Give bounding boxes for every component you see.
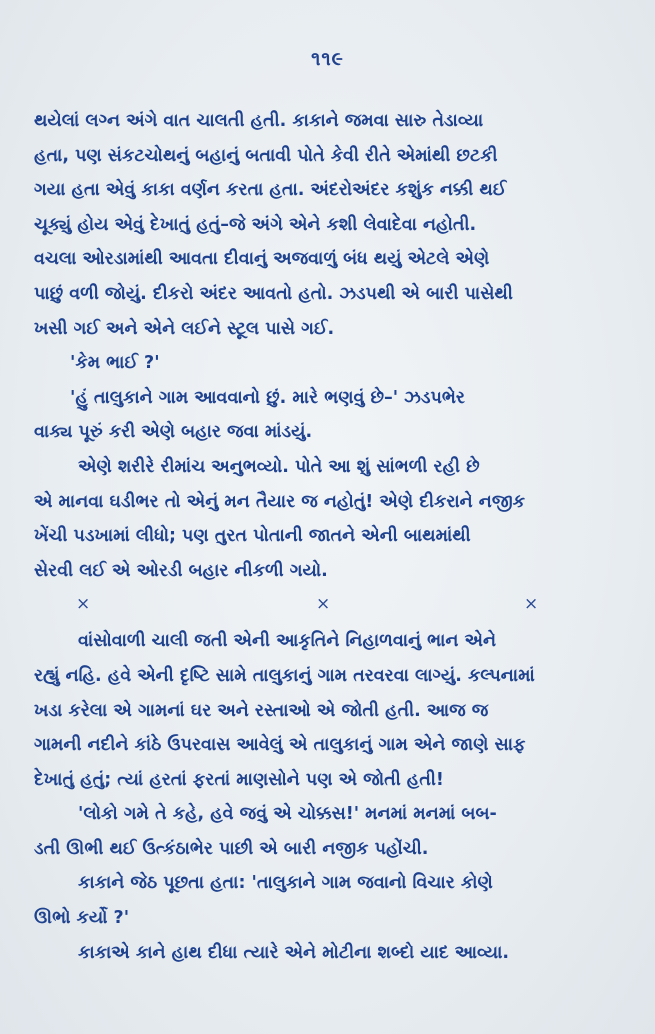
text-line: વચલા ઓરડામાંથી આવતા દીવાનું અજવાળું બંધ થયું એટલે એણે <box>34 249 490 270</box>
paragraph-4 <box>34 624 628 797</box>
text-line: પાછું વળી જોયું. દીકરો અંદર આવતો હતો. ઝડપથી એ બારી પાસેથી <box>34 283 513 304</box>
text-line: કાકાએ કાને હાથ દીધા ત્યારે એને મોટીના શબ્દો યાદ આવ્યા. <box>78 942 510 963</box>
text-line: 'હું તાલુકાને ગામ આવવાનો છું. મારે ભણવું છે–' ઝડપભેર <box>70 387 465 408</box>
paragraph-6 <box>34 866 628 935</box>
body-text <box>34 104 628 970</box>
text-line: વાક્ય પૂરું કરી એણે બહાર જવા માંડયું. <box>34 422 313 443</box>
text-line: ગયા હતા એવું કાકા વર્ણન કરતા હતા. અંદરોઅંદર કશુંક નક્કી થઈ <box>34 180 507 201</box>
text-line: ચૂક્યું હોય એવું દેખાતું હતું–જે અંગે એને કશી લેવાદેવા નહોતી. <box>34 214 477 235</box>
paragraph-2 <box>34 381 628 450</box>
text-line: રહ્યું નહિ. હવે એની દૃષ્ટિ સામે તાલુકાનું ગામ તરવરવા લાગ્યું. કલ્પનામાં <box>34 665 535 686</box>
text-line: ઊભો કર્યો ?' <box>34 908 130 929</box>
text-line: ખડા કરેલા એ ગામનાં ઘર અને રસ્તાઓ એ જોતી હતી. આજ જ <box>34 700 489 721</box>
paragraph-5 <box>34 797 628 866</box>
text-line: વાંસોવાળી ચાલી જતી એની આકૃતિને નિહાળવાનું ભાન એને <box>78 631 497 652</box>
text-line: ગામની નદીને કાંઠે ઉપરવાસ આવેલું એ તાલુકાનું ગામ એને જાણે સાફ <box>34 735 526 756</box>
section-separator <box>34 588 628 624</box>
text-line: 'કેમ ભાઈ ?' <box>70 353 160 374</box>
dialogue-line <box>34 346 628 381</box>
text-line: એણે શરીરે રીમાંચ અનુભવ્યો. પોતે આ શું સાંભળી રહી છે <box>78 456 480 477</box>
paragraph-1 <box>34 104 628 346</box>
text-line: કાકાને જેઠ પૂછતા હતા: 'તાલુકાને ગામ જવાનો વિચાર કોણે <box>78 873 493 894</box>
page-number: ૧૧૯ <box>311 48 344 70</box>
paragraph-3 <box>34 450 628 588</box>
text-line: ખસી ગઈ અને એને લઈને સ્ટૂલ પાસે ગઈ. <box>34 318 335 339</box>
paragraph-7 <box>34 936 628 971</box>
text-line: એ માનવા ઘડીભર તો એનું મન તૈયાર જ નહોતું! એણે દીકરાને નજીક <box>34 491 525 512</box>
text-line: હતા, પણ સંકટચોથનું બહાનું બતાવી પોતે કેવી રીતે એમાંથી છટકી <box>34 145 498 166</box>
text-line: સેરવી લઈ એ ઓરડી બહાર નીકળી ગયો. <box>34 560 328 581</box>
separator-mark: × <box>524 594 539 615</box>
text-line: થયેલાં લગ્ન અંગે વાત ચાલતી હતી. કાકાને જમવા સારુ તેડાવ્યા <box>34 111 484 131</box>
separator-mark: × <box>76 594 91 615</box>
text-line: 'લોકો ગમે તે કહે, હવે જવું એ ચોક્કસ!' મનમાં મનમાં બબ- <box>78 804 497 825</box>
text-line: ખેંચી પડખામાં લીધો; પણ તુરત પોતાની જાતને એની બાથમાંથી <box>34 526 471 547</box>
separator-mark: × <box>316 594 331 615</box>
text-line: દેખાતું હતું; ત્યાં હરતાં ફરતાં માણસોને પણ એ જોતી હતી! <box>34 769 444 790</box>
text-line: ડતી ઊભી થઈ ઉત્કંઠાભેર પાછી એ બારી નજીક પહોંચી. <box>34 838 429 859</box>
